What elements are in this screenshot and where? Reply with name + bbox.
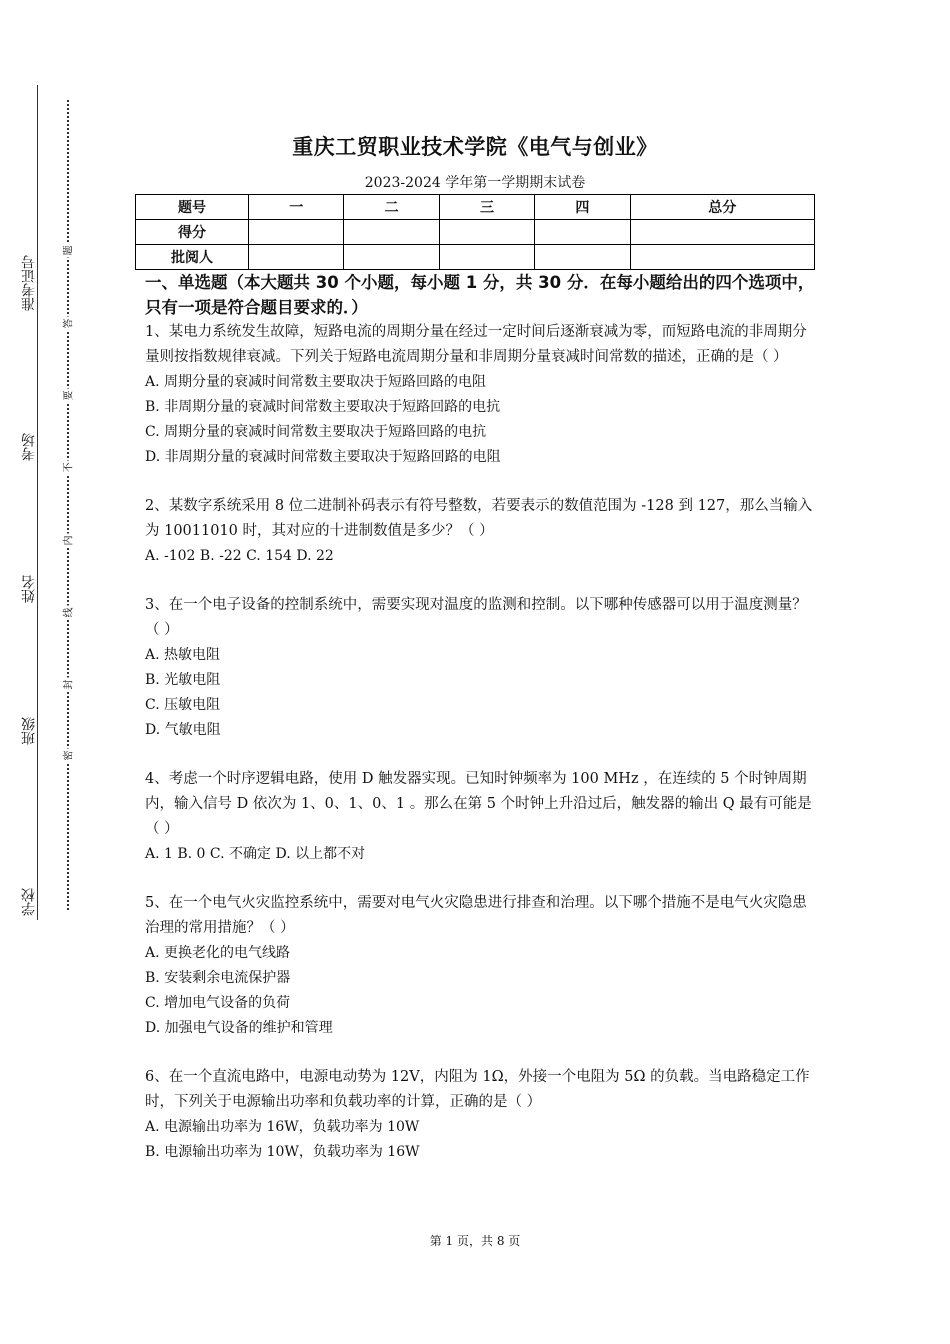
field-label: 班级 (21, 717, 37, 745)
option-b: B. 电源输出功率为 10W，负载功率为 16W (145, 1144, 420, 1160)
question-stem: 5、在一个电气火灾监控系统中，需要对电气火灾隐患进行排查和治理。以下哪个措施不是电气火灾隐患治理的常用措施？（ ） (145, 895, 807, 936)
seal-dotted-line (67, 100, 69, 910)
option-d: D. 加强电气设备的维护和管理 (145, 1020, 333, 1036)
score-cell (249, 220, 344, 245)
binding-line (37, 85, 38, 920)
score-row-label: 得分 (136, 220, 249, 245)
field-label: 学校 (21, 888, 37, 916)
score-header-cell: 四 (535, 195, 630, 220)
question-stem: 1、某电力系统发生故障，短路电流的周期分量在经过一定时间后逐渐衰减为零，而短路电流的非周期分量则按指数规律衰减。下列关于短路电流周期分量和非周期分量衰减时间常数的描述，正确的是（ ） (145, 324, 807, 365)
option-d: D. 气敏电阻 (145, 722, 221, 738)
option-b: B. 光敏电阻 (145, 672, 221, 688)
score-cell (439, 220, 534, 245)
option-c: C. 压敏电阻 (145, 697, 221, 713)
field-label: 考场 (21, 433, 37, 461)
option-line: A. -102 B. -22 C. 154 D. 22 (145, 548, 334, 564)
question-stem: 2、某数字系统采用 8 位二进制补码表示有符号整数，若要表示的数值范围为 -128 到 127，那么当输入为 10011010 时，其对应的十进制数值是多少？（ ） (145, 498, 813, 539)
seal-char: 内 (60, 534, 75, 548)
seal-char: 要 (60, 389, 75, 403)
seal-char: 不 (60, 461, 75, 475)
score-cell (630, 220, 814, 245)
option-d: D. 非周期分量的衰减时间常数主要取决于短路回路的电阻 (145, 449, 501, 465)
option-b: B. 安装剩余电流保护器 (145, 970, 291, 986)
seal-char: 线 (60, 606, 75, 620)
section-heading: 一、单选题（本大题共 30 个小题，每小题 1 分，共 30 分．在每小题给出的四个选项中，只有一项是符合题目要求的．） (145, 273, 815, 317)
question-2 (145, 494, 815, 569)
score-header-cell: 一 (249, 195, 344, 220)
grader-cell (344, 245, 439, 270)
exam-subtitle: 2023-2024 学年第一学期期末试卷 (364, 175, 586, 191)
option-c: C. 周期分量的衰减时间常数主要取决于短路回路的电抗 (145, 424, 487, 440)
field-label: 姓名 (21, 575, 37, 603)
grader-cell (630, 245, 814, 270)
question-stem: 6、在一个直流电路中，电源电动势为 12V，内阻为 1Ω，外接一个电阻为 5Ω 的负载。当电路稳定工作时，下列关于电源输出功率和负载功率的计算，正确的是（ ） (145, 1069, 810, 1110)
score-row (136, 220, 815, 245)
question-list (145, 320, 815, 1189)
score-header-cell: 二 (344, 195, 439, 220)
seal-char: 封 (60, 678, 75, 692)
field-class (22, 717, 40, 745)
option-c: C. 增加电气设备的负荷 (145, 995, 291, 1011)
grader-row (136, 245, 815, 270)
option-a: A. 电源输出功率为 16W，负载功率为 10W (145, 1119, 420, 1135)
option-line: A. 1 B. 0 C. 不确定 D. 以上都不对 (145, 846, 366, 862)
grader-cell (249, 245, 344, 270)
page-footer: 第 1 页，共 8 页 (429, 1234, 521, 1248)
seal-char: 密 (60, 749, 75, 763)
exam-title: 重庆工贸职业技术学院《电气与创业》 (292, 135, 658, 159)
option-a: A. 更换老化的电气线路 (145, 945, 291, 961)
question-stem: 4、考虑一个时序逻辑电路，使用 D 触发器实现。已知时钟频率为 100 MHz ，在连续的 5 个时钟周期内，输入信号 D 依次为 1、0、1、0、1 。那么在第 5 个时钟上升沿过后，触发器的输出 Q 最有可能是（ ） (145, 771, 812, 837)
score-table (135, 194, 815, 270)
field-label: 准考证号 (21, 255, 37, 311)
field-name (22, 575, 40, 603)
option-a: A. 周期分量的衰减时间常数主要取决于短路回路的电阻 (145, 374, 487, 390)
question-6 (145, 1065, 815, 1165)
question-1 (145, 320, 815, 470)
question-4 (145, 767, 815, 867)
score-header-cell: 三 (439, 195, 534, 220)
field-school (22, 888, 40, 916)
field-exam-room (22, 433, 40, 461)
score-header-cell: 题号 (136, 195, 249, 220)
question-stem: 3、在一个电子设备的控制系统中，需要实现对温度的监测和控制。以下哪种传感器可以用于温度测量？（ ） (145, 597, 807, 638)
score-table-header-row (136, 195, 815, 220)
question-3 (145, 593, 815, 743)
grader-cell (535, 245, 630, 270)
option-a: A. 热敏电阻 (145, 647, 221, 663)
grader-row-label: 批阅人 (136, 245, 249, 270)
option-b: B. 非周期分量的衰减时间常数主要取决于短路回路的电抗 (145, 399, 501, 415)
score-header-cell: 总分 (630, 195, 814, 220)
score-cell (344, 220, 439, 245)
seal-char: 答 (60, 317, 75, 331)
score-cell (535, 220, 630, 245)
field-exam-number (22, 255, 40, 311)
seal-char: 题 (60, 244, 75, 258)
question-5 (145, 891, 815, 1041)
grader-cell (439, 245, 534, 270)
